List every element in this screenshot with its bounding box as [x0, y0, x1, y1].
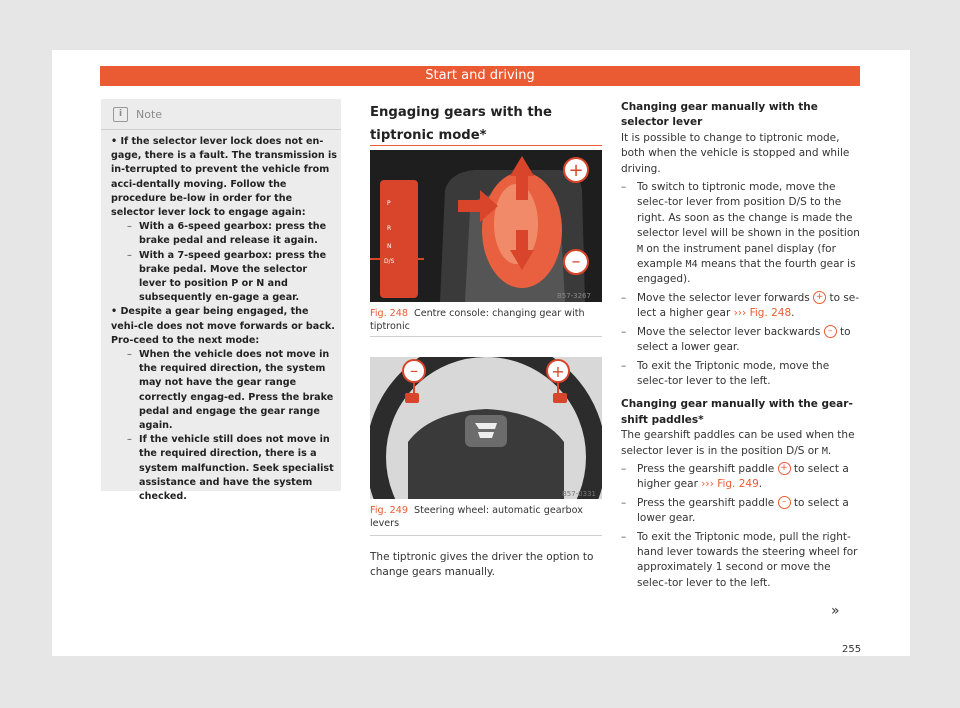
info-icon: i: [113, 107, 128, 122]
note-bullet: • Despite a gear being engaged, the vehi-cle does not move forwards or back. Pro-ceed to the next mode:: [111, 306, 335, 346]
figure-249: [370, 357, 602, 536]
continue-icon: »: [831, 603, 840, 619]
paragraph: The gearshift paddles can be used when the selector lever is in the position D/S or M.: [621, 429, 855, 457]
section-title: Engaging gears with the tiptronic mode*: [370, 105, 552, 143]
steering-wheel-illustration: [370, 357, 602, 499]
figure-link[interactable]: ››› Fig. 249: [701, 478, 759, 491]
gear-label-p: P: [387, 200, 391, 207]
gear-label-ds: D/S: [384, 258, 395, 265]
minus-label: –: [571, 251, 581, 272]
list-item: – Move the selector lever backwards – to select a lower gear.: [621, 325, 861, 356]
minus-button-icon: –: [778, 496, 791, 509]
minus-button-icon: –: [824, 325, 837, 338]
note-sub-item: – If the vehicle still does not move in the required direction, there is a system malfunction. Seek specialist assistance and have the system checked.: [111, 433, 337, 504]
title-underline: [370, 145, 602, 146]
list-item: – To exit the Triptonic mode, move the selec-tor lever to the left.: [621, 359, 861, 390]
page-header: Start and driving: [100, 66, 860, 86]
figure-code: B57-0331: [561, 490, 596, 498]
figure-link[interactable]: ››› Fig. 248: [733, 307, 792, 320]
note-body: [111, 135, 337, 504]
figure-caption: Fig. 248 Centre console: changing gear with tiptronic: [370, 308, 585, 332]
note-heading: [113, 107, 162, 122]
list-item: – Move the selector lever forwards + to se-lect a higher gear ››› Fig. 248.: [621, 291, 861, 322]
figure-caption: Fig. 249 Steering wheel: automatic gearbox levers: [370, 505, 583, 529]
note-bullet: • If the selector lever lock does not en-gage, there is a fault. The transmission is in-terrupted to prevent the vehicle from acci-dentally moving. Follow the procedure be-low in order for the selector lever lock to engage again:: [111, 136, 337, 219]
page-number: 255: [842, 644, 862, 655]
paragraph: It is possible to change to tiptronic mode, both when the vehicle is stopped and while driving.: [621, 131, 850, 175]
subheading: Changing gear manually with the selector lever: [621, 101, 818, 129]
right-column: [621, 100, 861, 591]
list-item: – To exit the Triptonic mode, pull the right-hand lever towards the steering wheel for approximately 1 second or move the selec-tor lever to the left.: [621, 530, 861, 592]
list-item: – To switch to tiptronic mode, move the selec-tor lever from position D/S to the right. As soon as the change is made the selector level will be shown in the position M on the instrument panel display (for example M4 means that the fourth gear is engaged).: [621, 180, 861, 288]
note-title: Note: [136, 108, 163, 121]
divider: [101, 129, 341, 130]
figure-number: Fig. 249: [370, 505, 408, 516]
gear-label-n: N: [387, 243, 392, 250]
minus-label: –: [410, 361, 418, 380]
note-sub-item: – When the vehicle does not move in the required direction, the system may not have the gear range correctly engag-ed. Press the brake pedal and engage the gear range again.: [111, 348, 337, 433]
list-item: – Press the gearshift paddle + to select a higher gear ››› Fig. 249.: [621, 462, 861, 493]
list-item: – Press the gearshift paddle – to select a lower gear.: [621, 496, 861, 527]
intro-paragraph: The tiptronic gives the driver the option to change gears manually.: [370, 551, 594, 578]
gear-selector-illustration: [370, 150, 602, 302]
figure-number: Fig. 248: [370, 308, 408, 319]
note-sub-item: – With a 7-speed gearbox: press the brake pedal. Move the selector lever to position P or N and subsequently en-gage a gear.: [111, 249, 337, 306]
figure-248: [370, 150, 602, 337]
gear-label-r: R: [387, 225, 392, 232]
plus-button-icon: +: [813, 291, 826, 304]
figure-code: B57-3267: [556, 292, 591, 300]
plus-label: +: [568, 160, 584, 181]
subheading: Changing gear manually with the gear-shift paddles*: [621, 398, 853, 426]
plus-button-icon: +: [778, 462, 791, 475]
note-box: [101, 99, 341, 503]
plus-label: +: [551, 362, 565, 381]
note-sub-item: – With a 6-speed gearbox: press the brake pedal and release it again.: [111, 220, 337, 248]
